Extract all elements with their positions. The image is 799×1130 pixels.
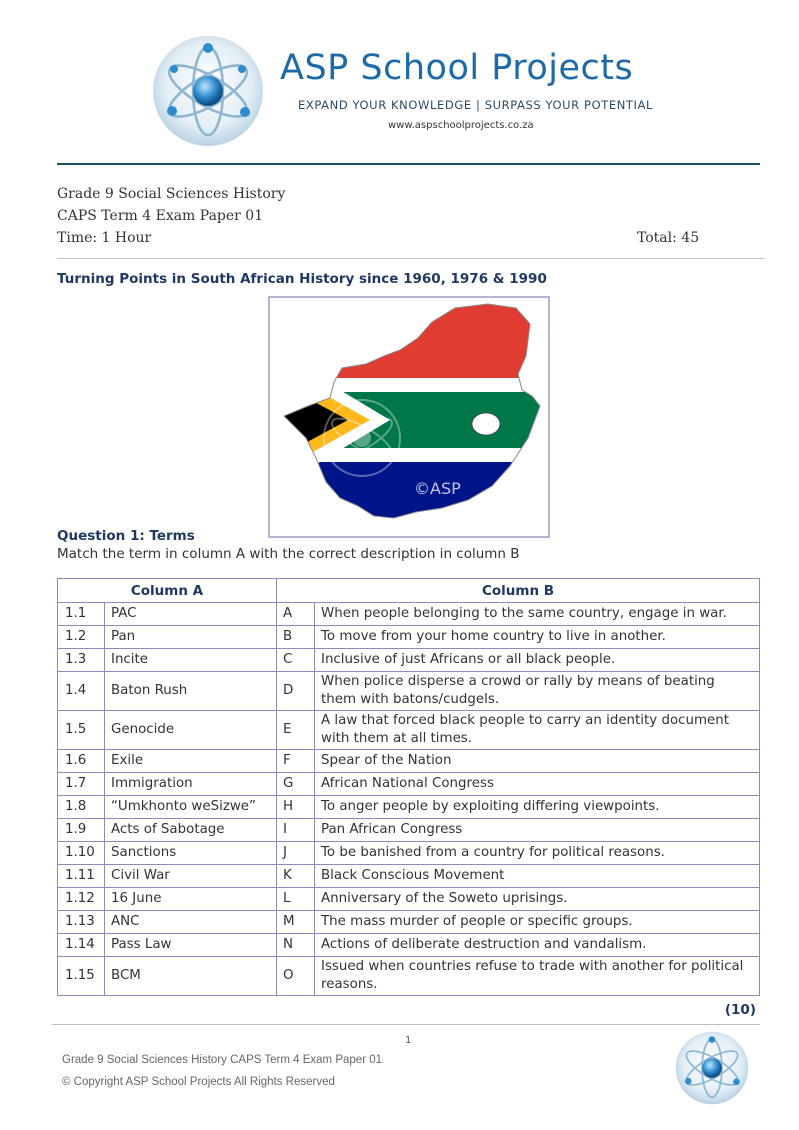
- footer-divider: [52, 1024, 760, 1025]
- row-number: 1.8: [58, 796, 105, 819]
- row-term: PAC: [105, 603, 277, 626]
- column-a-header: Column A: [58, 579, 277, 603]
- row-term: Baton Rush: [105, 672, 277, 711]
- row-number: 1.15: [58, 957, 105, 996]
- row-letter: E: [277, 711, 315, 750]
- row-term: 16 June: [105, 888, 277, 911]
- row-description: Spear of the Nation: [315, 750, 760, 773]
- row-letter: J: [277, 842, 315, 865]
- row-term: Sanctions: [105, 842, 277, 865]
- table-row: [58, 934, 760, 957]
- row-number: 1.1: [58, 603, 105, 626]
- footer-copyright: © Copyright ASP School Projects All Rights Reserved: [62, 1076, 335, 1088]
- table-row: [58, 711, 760, 750]
- row-number: 1.11: [58, 865, 105, 888]
- row-number: 1.4: [58, 672, 105, 711]
- paper-subject: Grade 9 Social Sciences History: [57, 186, 286, 202]
- row-number: 1.3: [58, 649, 105, 672]
- row-description: Inclusive of just Africans or all black people.: [315, 649, 760, 672]
- row-number: 1.10: [58, 842, 105, 865]
- row-number: 1.7: [58, 773, 105, 796]
- row-letter: C: [277, 649, 315, 672]
- footer-paper-name: Grade 9 Social Sciences History CAPS Term 4 Exam Paper 01: [62, 1054, 383, 1066]
- row-number: 1.12: [58, 888, 105, 911]
- row-description: When police disperse a crowd or rally by means of beating them with batons/cudgels.: [315, 672, 760, 711]
- row-description: Pan African Congress: [315, 819, 760, 842]
- table-row: [58, 672, 760, 711]
- table-row: [58, 773, 760, 796]
- page-number: 1: [405, 1035, 412, 1046]
- row-term: ANC: [105, 911, 277, 934]
- table-row: [58, 842, 760, 865]
- table-row: [58, 649, 760, 672]
- table-row: [58, 865, 760, 888]
- row-term: Exile: [105, 750, 277, 773]
- row-term: BCM: [105, 957, 277, 996]
- brand-name: ASP School Projects: [280, 48, 634, 88]
- question-instruction: Match the term in column A with the correct description in column B: [57, 546, 520, 562]
- terms-table: [57, 578, 760, 996]
- row-term: Genocide: [105, 711, 277, 750]
- row-number: 1.2: [58, 626, 105, 649]
- row-description: To move from your home country to live in another.: [315, 626, 760, 649]
- row-letter: M: [277, 911, 315, 934]
- row-description: Actions of deliberate destruction and vandalism.: [315, 934, 760, 957]
- row-letter: I: [277, 819, 315, 842]
- row-letter: F: [277, 750, 315, 773]
- table-row: [58, 911, 760, 934]
- table-row: [58, 750, 760, 773]
- row-letter: B: [277, 626, 315, 649]
- table-row: [58, 626, 760, 649]
- row-number: 1.6: [58, 750, 105, 773]
- row-number: 1.9: [58, 819, 105, 842]
- header-divider: [57, 163, 760, 165]
- table-header-row: [58, 579, 760, 603]
- row-letter: N: [277, 934, 315, 957]
- question-title: Question 1: Terms: [57, 528, 195, 544]
- row-description: African National Congress: [315, 773, 760, 796]
- brand-tagline: EXPAND YOUR KNOWLEDGE | SURPASS YOUR POTENTIAL: [298, 98, 654, 112]
- column-b-header: Column B: [277, 579, 760, 603]
- row-letter: K: [277, 865, 315, 888]
- table-row: [58, 957, 760, 996]
- row-term: Acts of Sabotage: [105, 819, 277, 842]
- row-number: 1.14: [58, 934, 105, 957]
- row-letter: D: [277, 672, 315, 711]
- row-letter: H: [277, 796, 315, 819]
- atom-logo-icon: [675, 1031, 749, 1105]
- paper-name: CAPS Term 4 Exam Paper 01: [57, 208, 264, 224]
- row-description: To anger people by exploiting differing viewpoints.: [315, 796, 760, 819]
- info-divider: [57, 258, 764, 259]
- row-letter: G: [277, 773, 315, 796]
- row-description: The mass murder of people or specific groups.: [315, 911, 760, 934]
- table-row: [58, 603, 760, 626]
- row-term: Immigration: [105, 773, 277, 796]
- row-term: Civil War: [105, 865, 277, 888]
- brand-website[interactable]: www.aspschoolprojects.co.za: [388, 120, 534, 131]
- row-term: Incite: [105, 649, 277, 672]
- south-africa-flag-map: [268, 296, 550, 538]
- row-number: 1.5: [58, 711, 105, 750]
- table-row: [58, 888, 760, 911]
- row-term: Pass Law: [105, 934, 277, 957]
- page-title: Turning Points in South African History since 1960, 1976 & 1990: [57, 271, 547, 287]
- table-row: [58, 819, 760, 842]
- atom-logo-icon: [152, 35, 264, 147]
- paper-time: Time: 1 Hour: [57, 230, 152, 246]
- question-marks: (10): [724, 1002, 756, 1018]
- row-description: When people belonging to the same country, engage in war.: [315, 603, 760, 626]
- row-term: “Umkhonto weSizwe”: [105, 796, 277, 819]
- row-description: Issued when countries refuse to trade with another for political reasons.: [315, 957, 760, 996]
- row-term: Pan: [105, 626, 277, 649]
- row-number: 1.13: [58, 911, 105, 934]
- row-letter: L: [277, 888, 315, 911]
- row-description: To be banished from a country for political reasons.: [315, 842, 760, 865]
- row-description: Anniversary of the Soweto uprisings.: [315, 888, 760, 911]
- row-letter: O: [277, 957, 315, 996]
- row-letter: A: [277, 603, 315, 626]
- row-description: Black Conscious Movement: [315, 865, 760, 888]
- paper-total: Total: 45: [637, 230, 700, 246]
- row-description: A law that forced black people to carry an identity document with them at all times.: [315, 711, 760, 750]
- table-row: [58, 796, 760, 819]
- map-watermark: ©ASP: [414, 479, 461, 498]
